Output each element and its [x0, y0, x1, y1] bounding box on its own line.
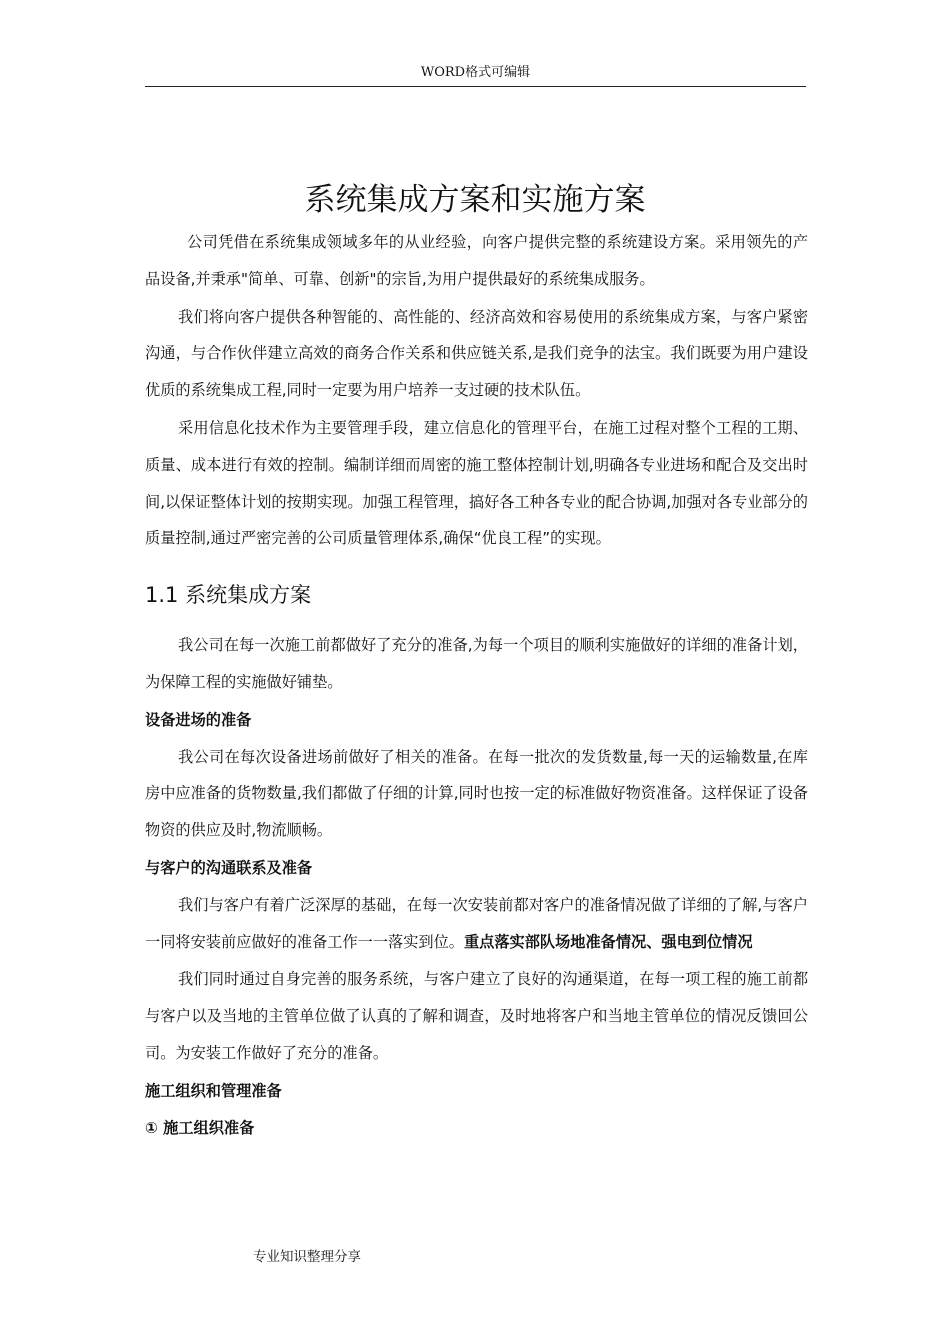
customer-paragraph-emphasis: 重点落实部队场地准备情况、强电到位情况 [463, 932, 753, 951]
document-title: 系统集成方案和实施方案 [304, 181, 646, 218]
subsection-heading-customer: 与客户的沟通联系及准备 [145, 858, 313, 877]
service-paragraph: 我们同时通过自身完善的服务系统，与客户建立了良好的沟通渠道，在每一项工程的施工前都与客户以及当地的主管单位做了认真的了解和调查，及时地将客户和当地主管单位的情况反馈回公司。为安装工作做好了充分的准备。 [145, 970, 808, 1062]
document-body [145, 224, 808, 1146]
equipment-paragraph: 我公司在每次设备进场前做好了相关的准备。在每一批次的发货数量,每一天的运输数量,在库房中应准备的货物数量,我们都做了仔细的计算,同时也按一定的标准做好物资准备。这样保证了设备物资的供应及时,物流顺畅。 [145, 747, 808, 840]
page-header: WORD格式可编辑 [145, 64, 806, 87]
list-item-organization-prep: ① 施工组织准备 [145, 1118, 255, 1137]
subsection-heading-equipment: 设备进场的准备 [145, 710, 252, 729]
intro-paragraph-3: 采用信息化技术作为主要管理手段，建立信息化的管理平台，在施工过程对整个工程的工期、质量、成本进行有效的控制。编制详细而周密的施工整体控制计划,明确各专业进场和配合及交出时间,以保证整体计划的按期实现。加强工程管理，搞好各工种各专业的配合协调,加强对各专业部分的质量控制,通过严密完善的公司质量管理体系,确保“优良工程”的实现。 [145, 418, 808, 548]
intro-paragraph-1: 公司凭借在系统集成领域多年的从业经验，向客户提供完整的系统建设方案。采用领先的产品设备,并秉承"简单、可靠、创新"的宗旨,为用户提供最好的系统集成服务。 [145, 233, 808, 288]
section-paragraph: 我公司在每一次施工前都做好了充分的准备,为每一个项目的顺利实施做好的详细的准备计划，为保障工程的实施做好铺垫。 [145, 636, 808, 691]
section-heading: 1.1 系统集成方案 [145, 583, 312, 608]
customer-paragraph-text: 我们与客户有着广泛深厚的基础，在每一次安装前都对客户的准备情况做了详细的了解,与客户一同将安装前应做好的准备工作一一落实到位。 [145, 895, 808, 951]
customer-paragraph [145, 887, 808, 961]
subsection-heading-organization: 施工组织和管理准备 [145, 1081, 282, 1100]
intro-paragraph-2: 我们将向客户提供各种智能的、高性能的、经济高效和容易使用的系统集成方案，与客户紧密沟通，与合作伙伴建立高效的商务合作关系和供应链关系,是我们竞争的法宝。我们既要为用户建设优质的系统集成工程,同时一定要为用户培养一支过硬的技术队伍。 [145, 307, 808, 400]
page-footer: 专业知识整理分享 [253, 1249, 361, 1265]
